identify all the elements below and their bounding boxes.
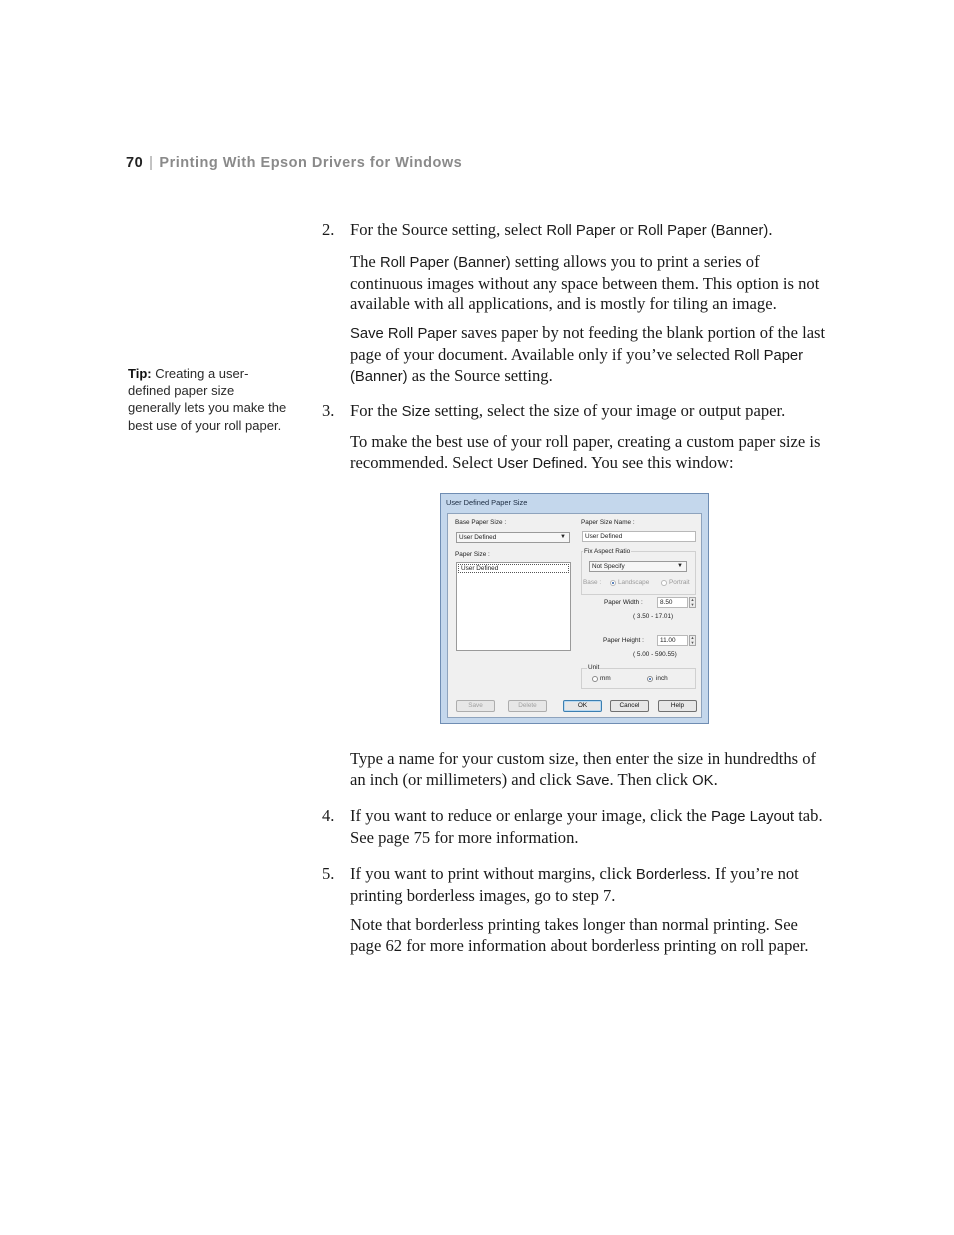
landscape-label: Landscape — [618, 579, 650, 586]
paper-size-name-label: Paper Size Name : — [581, 519, 635, 526]
dialog-title: User Defined Paper Size — [446, 498, 528, 507]
paragraph — [350, 323, 828, 388]
step-number: 2. — [322, 220, 335, 239]
paper-size-list[interactable] — [456, 562, 571, 651]
unit-inch-radio[interactable] — [647, 676, 653, 682]
paper-size-list-item[interactable]: User Defined — [458, 564, 569, 573]
step-text: If you want to reduce or enlarge your image, click the — [350, 806, 711, 825]
step-text: For the — [350, 401, 402, 420]
para-text: saves paper by not feeding the blank portion of the last page of your document. Available only if you’ve selected — [350, 323, 826, 364]
spin-arrows-icon[interactable]: ▲ ▼ — [690, 635, 695, 645]
paper-width-range: ( 3.50 - 17.01) — [633, 613, 674, 620]
ui-term: Save Roll Paper — [350, 326, 457, 342]
chevron-down-icon: ▼ — [560, 534, 566, 540]
paragraph — [350, 432, 828, 474]
unit-label: Unit — [588, 664, 600, 671]
paragraph — [350, 252, 828, 315]
tip-label: Tip: — [128, 366, 152, 381]
base-paper-size-label: Base Paper Size : — [455, 519, 507, 526]
step-text: If you want to print without margins, click — [350, 864, 636, 883]
paper-size-label: Paper Size : — [455, 551, 490, 558]
step-text: For the Source setting, select — [350, 220, 547, 239]
spin-arrows-icon[interactable]: ▲ ▼ — [690, 597, 695, 607]
para-text: setting allows you to print a series of continuous images without any space between them. This option is not available with all applications, and is mostly for tiling an image. — [350, 252, 820, 313]
para-text: The — [350, 252, 380, 271]
ui-term: Borderless — [635, 867, 707, 883]
paper-height-input[interactable]: 11.00 — [657, 635, 688, 646]
portrait-radio[interactable] — [661, 580, 667, 586]
step-text: . — [768, 220, 773, 239]
para-text: To make the best use of your roll paper, creating a custom paper size is recommended. Select — [350, 432, 821, 472]
save-button[interactable]: Save — [456, 700, 495, 712]
base-paper-size-select[interactable] — [456, 532, 570, 543]
para-text: Type a name for your custom size, then enter the size in hundredths of an inch (or millimeters) and click — [350, 749, 817, 789]
paper-width-input[interactable]: 8.50 — [657, 597, 688, 608]
ui-term: Save — [575, 772, 610, 789]
unit-mm-label: mm — [600, 675, 611, 682]
step-2 — [322, 220, 828, 242]
para-text: . Then click — [609, 769, 693, 789]
step-text: setting, select the size of your image or output paper. — [430, 401, 786, 420]
help-button[interactable]: Help — [658, 700, 697, 712]
ui-term: Roll Paper (Banner) — [350, 347, 804, 385]
paragraph — [350, 915, 828, 956]
step-number: 3. — [322, 401, 335, 420]
ui-term: OK — [692, 772, 714, 789]
chevron-down-icon: ▼ — [677, 563, 683, 569]
base-paper-size-value: User Defined — [459, 534, 497, 541]
para-text: as the Source setting. — [407, 366, 553, 385]
paper-height-label: Paper Height : — [603, 637, 644, 644]
paragraph — [350, 749, 828, 791]
step-text: . If you’re not printing borderless images, go to step 7. — [350, 864, 799, 905]
running-header — [126, 155, 462, 171]
step-5 — [322, 864, 828, 906]
ui-term: Page Layout — [710, 809, 795, 825]
tip-text: Creating a user-defined paper size generally lets you make the best use of your roll paper. — [128, 366, 287, 433]
unit-inch-label: inch — [656, 675, 668, 682]
ok-button[interactable]: OK — [563, 700, 602, 712]
user-defined-paper-size-dialog — [440, 493, 709, 724]
chapter-title: Printing With Epson Drivers for Windows — [159, 155, 463, 171]
fix-aspect-ratio-group — [581, 551, 696, 595]
step-4 — [322, 806, 828, 848]
fix-aspect-ratio-value: Not Specify — [592, 563, 625, 570]
tip-note — [128, 365, 288, 434]
cancel-button[interactable]: Cancel — [610, 700, 649, 712]
para-text: . — [713, 769, 718, 789]
ui-term: Roll Paper (Banner) — [637, 223, 769, 239]
delete-button[interactable]: Delete — [508, 700, 547, 712]
paper-width-label: Paper Width : — [604, 599, 643, 606]
base-label: Base : — [583, 579, 602, 586]
fix-aspect-ratio-label: Fix Aspect Ratio — [584, 548, 631, 555]
page-number: 70 — [126, 155, 144, 171]
unit-mm-radio[interactable] — [592, 676, 598, 682]
dialog-body — [447, 513, 702, 718]
step-text: or — [615, 220, 638, 239]
ui-term: Roll Paper (Banner) — [379, 255, 511, 271]
step-number: 5. — [322, 864, 335, 883]
step-text: tab. See page 75 for more information. — [350, 806, 823, 847]
step-3 — [322, 401, 828, 423]
landscape-radio[interactable] — [610, 580, 616, 586]
ui-term: User Defined — [496, 455, 584, 472]
ui-term: Size — [401, 404, 431, 420]
unit-group — [581, 668, 696, 689]
ui-term: Roll Paper — [546, 223, 616, 239]
para-text: . You see this window: — [583, 452, 734, 472]
fix-aspect-ratio-select[interactable] — [589, 561, 687, 572]
paper-height-range: ( 5.00 - 590.55) — [633, 651, 677, 658]
para-text: Note that borderless printing takes longer than normal printing. See page 62 for more information about borderless printing on roll paper. — [350, 915, 809, 955]
header-separator: | — [149, 155, 154, 171]
paper-size-name-input[interactable]: User Defined — [582, 531, 696, 542]
step-number: 4. — [322, 806, 335, 825]
portrait-label: Portrait — [669, 579, 690, 586]
